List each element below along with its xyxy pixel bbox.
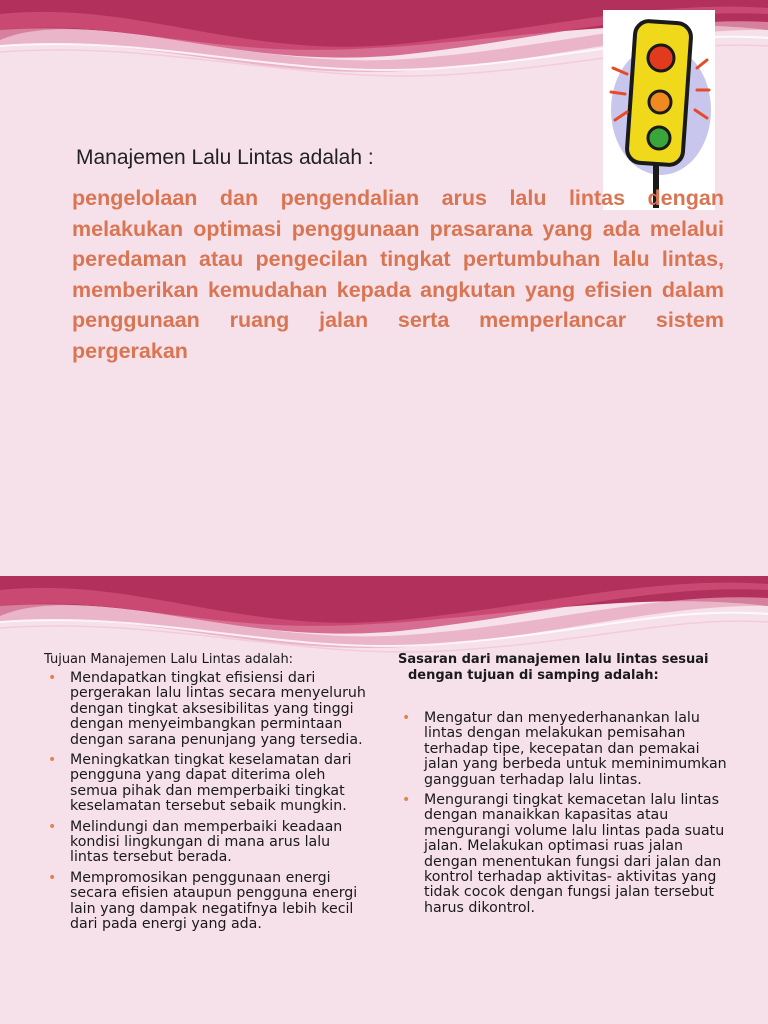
list-item: • Mengatur dan menyederhanankan lalu lintas dengan melakukan pemisahan terhadap tipe, kecepatan dan pemakai jalan yang berbeda untuk meminimumkan gangguan terhadap lalu lintas. [402,710,727,788]
slide-2 [0,576,768,1024]
bullet-icon: • [48,869,57,886]
goals-column [44,652,368,938]
traffic-light-icon [603,10,715,210]
bullet-icon: • [48,752,57,769]
list-item: • Mempromosikan penggunaan energi secara efisien ataupun pengguna energi lain yang dampak negatifnya lebih kecil dari pada energi yang ada. [48,869,358,933]
targets-column [398,652,728,921]
bullet-icon: • [48,670,57,686]
definition-paragraph: pengelolaan dan pengendalian arus lalu lintas dengan melakukan optimasi penggunaan prasarana yang ada melalui peredaman atau pengecilan tingkat pertumbuhan lalu lintas, memberikan kemudahan kepada angkutan yang efisien dalam penggunaan ruang jalan serta memperlancar sistem pergerakan [72,186,724,363]
bullet-icon: • [402,710,411,726]
goals-heading: Tujuan Manajemen Lalu Lintas adalah: [44,652,294,667]
targets-heading: Sasaran dari manajemen lalu lintas sesuai dengan tujuan di samping adalah: [398,652,709,683]
list-item: • Mendapatkan tingkat efisiensi dari pergerakan lalu lintas secara menyeluruh dengan tingkat aksesibilitas yang tinggi dengan menyeimbangkan permintaan dengan sarana penunjang yang tersedia. [48,670,366,748]
slide-title: Manajemen Lalu Lintas adalah : [76,146,374,169]
list-item: • Melindungi dan memperbaiki keadaan kondisi lingkungan di mana arus lalu lintas tersebut berada. [48,818,343,866]
bullet-icon: • [402,792,411,809]
bullet-icon: • [48,818,57,835]
list-item: • Meningkatkan tingkat keselamatan dari pengguna yang dapat diterima oleh semua pihak dan memperbaiki tingkat keselamatan tersebut sebaik mungkin. [48,752,352,815]
list-item: • Mengurangi tingkat kemacetan lalu lintas dengan manaikkan kapasitas atau mengurangi volume lalu lintas pada suatu jalan. Melakukan optimasi ruas jalan dengan menentukan fungsi dari jalan dan kontrol terhadap aktivitas- aktivitas yang tidak cocok dengan fungsi jalan tersebut harus dikontrol. [402,792,725,916]
goals-list [44,671,368,933]
targets-list [398,711,728,916]
